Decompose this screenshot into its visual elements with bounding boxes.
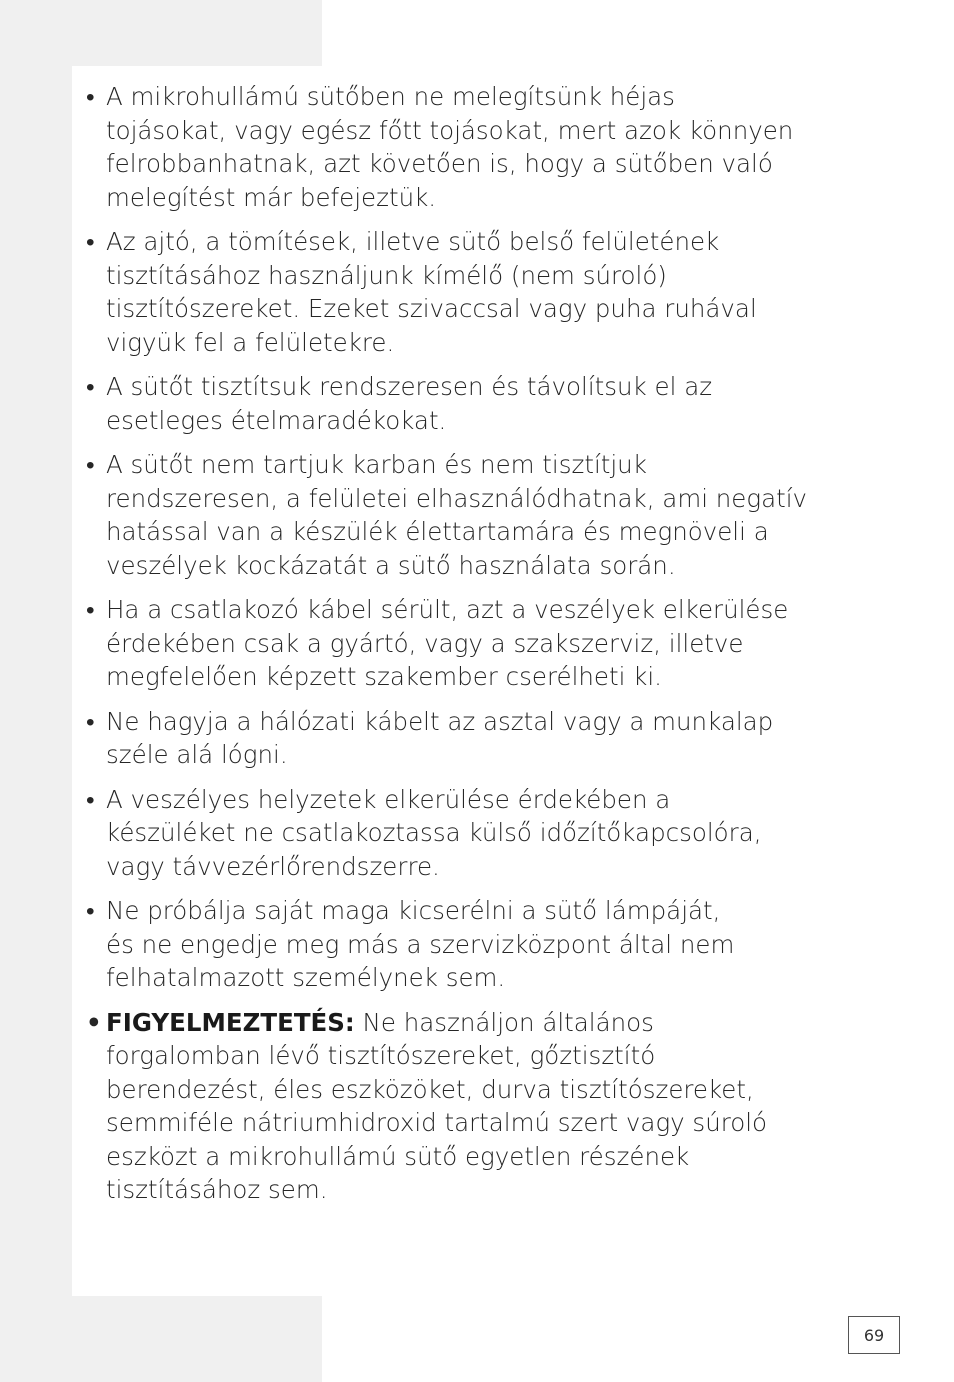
text-line: felrobbanhatnak, azt követően is, hogy a sütőben való — [106, 149, 773, 178]
bullet-icon: • — [86, 706, 95, 736]
bullet-icon: • — [86, 1007, 102, 1037]
list-item — [86, 370, 876, 437]
list-item — [86, 593, 876, 694]
text-line: Az ajtó, a tömítések, illetve sütő belső felületének — [106, 227, 720, 256]
list-item — [86, 80, 876, 214]
text-line: vagy távvezérlőrendszerre. — [106, 851, 440, 881]
text-line: széle alá lógni. — [106, 740, 288, 769]
text-line: semmiféle nátriumhidroxid tartalmú szert vagy súroló — [106, 1108, 768, 1137]
warning-label: FIGYELMEZTETÉS: — [106, 1007, 355, 1037]
text-line: készüléket ne csatlakoztassa külső időzítőkapcsolóra, — [106, 818, 762, 847]
text-line: Ha a csatlakozó kábel sérült, azt a veszélyek elkerülése — [106, 595, 789, 624]
safety-instructions-list — [86, 80, 876, 1218]
text-line: Ne próbálja saját maga kicserélni a sütő lámpáját, — [106, 896, 721, 925]
bullet-icon: • — [86, 896, 95, 925]
bullet-icon: • — [86, 595, 95, 624]
text-line: esetleges ételmaradékokat. — [106, 405, 447, 435]
list-item — [86, 894, 876, 995]
text-line: melegítést már befejeztük. — [106, 182, 437, 212]
text-line: tisztításához sem. — [106, 1175, 328, 1204]
warning-text: Ne használjon általános — [354, 1007, 654, 1037]
text-line: A mikrohullámú sütőben ne melegítsünk héjas — [106, 82, 675, 111]
text-line: A veszélyes helyzetek elkerülése érdekében a — [106, 784, 671, 814]
text-line: érdekében csak a gyártó, vagy a szakszerviz, illetve — [106, 628, 744, 658]
bullet-icon: • — [86, 450, 95, 479]
text-line: rendszeresen, a felületei elhasználódhatnak, ami negatív — [106, 483, 808, 513]
list-item — [86, 783, 876, 884]
warning-first-line — [106, 1006, 876, 1040]
bullet-icon: • — [86, 784, 95, 814]
list-item — [86, 448, 876, 582]
text-line: vigyük fel a felületekre. — [106, 327, 395, 357]
warning-item — [86, 1006, 876, 1207]
text-line: berendezést, éles eszközöket, durva tisztítószereket, — [106, 1074, 754, 1104]
text-line: A sütőt nem tartjuk karban és nem tisztítjuk — [106, 450, 647, 479]
text-line: felhatalmazott személynek sem. — [106, 963, 506, 992]
text-line: A sütőt tisztítsuk rendszeresen és távolítsuk el az — [106, 372, 713, 401]
text-line: és ne engedje meg más a szervizközpont által nem — [106, 929, 735, 959]
text-line: eszközt a mikrohullámú sütő egyetlen részének — [106, 1141, 690, 1171]
text-line: veszélyek kockázatát a sütő használata során. — [106, 550, 676, 580]
page-number: 69 — [848, 1316, 900, 1354]
text-line: tisztításához használjunk kímélő (nem súroló) — [106, 260, 667, 290]
text-line: forgalomban lévő tisztítószereket, gőztisztító — [106, 1041, 656, 1070]
text-line: tisztítószereket. Ezeket szivaccsal vagy puha ruhával — [106, 294, 757, 323]
list-item — [86, 225, 876, 359]
bullet-icon: • — [86, 227, 95, 256]
text-line: hatással van a készülék élettartamára és megnöveli a — [106, 517, 769, 546]
bullet-icon: • — [86, 82, 95, 111]
list-item — [86, 705, 876, 772]
text-line: megfelelően képzett szakember cserélheti ki. — [106, 662, 662, 691]
bullet-icon: • — [86, 372, 95, 401]
text-line: Ne hagyja a hálózati kábelt az asztal vagy a munkalap — [106, 706, 774, 736]
text-line: tojásokat, vagy egész főtt tojásokat, mert azok könnyen — [106, 115, 794, 145]
